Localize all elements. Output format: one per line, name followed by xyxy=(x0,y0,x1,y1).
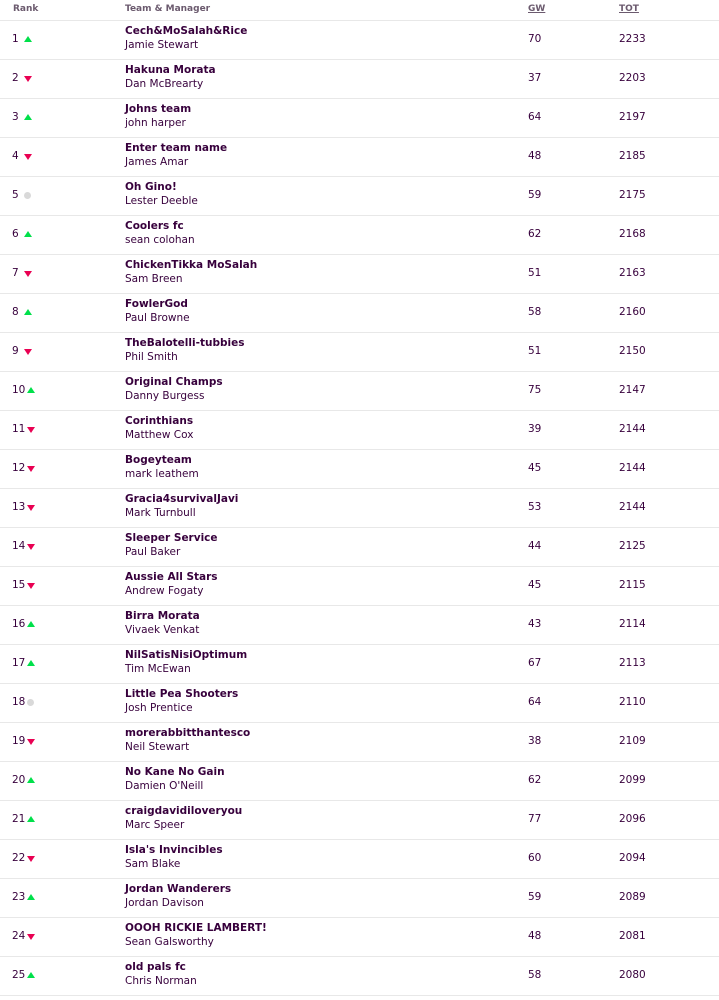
table-row[interactable] xyxy=(0,21,719,60)
table-row[interactable] xyxy=(0,606,719,645)
movement-indicator xyxy=(27,699,36,707)
team-name-link[interactable]: NilSatisNisiOptimum xyxy=(125,649,248,661)
team-name-link[interactable]: morerabbitthantesco xyxy=(125,727,251,739)
gameweek-points: 59 xyxy=(528,891,542,903)
team-name-link[interactable]: No Kane No Gain xyxy=(125,766,225,778)
gameweek-points: 77 xyxy=(528,813,542,825)
table-row[interactable] xyxy=(0,762,719,801)
rank-number: 20 xyxy=(12,774,26,786)
total-points: 2110 xyxy=(619,696,646,708)
manager-name: sean colohan xyxy=(125,234,195,246)
team-name-link[interactable]: Isla's Invincibles xyxy=(125,844,223,856)
table-row[interactable] xyxy=(0,333,719,372)
movement-indicator xyxy=(27,856,36,864)
rank-number: 19 xyxy=(12,735,26,747)
gameweek-points: 59 xyxy=(528,189,542,201)
rank-number: 17 xyxy=(12,657,26,669)
total-points: 2089 xyxy=(619,891,646,903)
movement-indicator xyxy=(27,934,36,942)
rank-up-arrow-icon xyxy=(27,777,35,783)
movement-indicator xyxy=(24,114,33,122)
team-name-link[interactable]: Sleeper Service xyxy=(125,532,218,544)
manager-name: Dan McBrearty xyxy=(125,78,204,90)
gameweek-points: 38 xyxy=(528,735,542,747)
total-points: 2115 xyxy=(619,579,646,591)
total-points: 2114 xyxy=(619,618,646,630)
rank-down-arrow-icon xyxy=(24,76,32,82)
gameweek-points: 48 xyxy=(528,930,542,942)
rank-unchanged-dot-icon xyxy=(24,192,31,199)
team-name-link[interactable]: Gracia4survivalJavi xyxy=(125,493,239,505)
table-row[interactable] xyxy=(0,528,719,567)
movement-indicator xyxy=(24,231,33,239)
team-name-link[interactable]: Aussie All Stars xyxy=(125,571,218,583)
manager-name: Phil Smith xyxy=(125,351,178,363)
gameweek-points: 64 xyxy=(528,696,542,708)
team-name-link[interactable]: ChickenTikka MoSalah xyxy=(125,259,258,271)
team-name-link[interactable]: Bogeyteam xyxy=(125,454,192,466)
team-name-link[interactable]: OOOH RICKIE LAMBERT! xyxy=(125,922,267,934)
table-row[interactable] xyxy=(0,216,719,255)
gameweek-points: 60 xyxy=(528,852,542,864)
rank-up-arrow-icon xyxy=(27,621,35,627)
total-points: 2185 xyxy=(619,150,646,162)
movement-indicator xyxy=(24,309,33,317)
total-points: 2147 xyxy=(619,384,646,396)
rank-number: 6 xyxy=(12,228,19,240)
team-name-link[interactable]: Cech&MoSalah&Rice xyxy=(125,25,248,37)
table-row[interactable] xyxy=(0,60,719,99)
table-row[interactable] xyxy=(0,918,719,957)
gameweek-points: 43 xyxy=(528,618,542,630)
gameweek-points: 51 xyxy=(528,345,542,357)
rank-number: 8 xyxy=(12,306,19,318)
team-name-link[interactable]: Original Champs xyxy=(125,376,223,388)
rank-number: 15 xyxy=(12,579,26,591)
total-points: 2096 xyxy=(619,813,646,825)
rank-down-arrow-icon xyxy=(27,544,35,550)
team-name-link[interactable]: TheBalotelli-tubbies xyxy=(125,337,245,349)
team-name-link[interactable]: Birra Morata xyxy=(125,610,200,622)
table-row[interactable] xyxy=(0,840,719,879)
team-name-link[interactable]: Corinthians xyxy=(125,415,194,427)
manager-name: Sean Galsworthy xyxy=(125,936,214,948)
total-points: 2081 xyxy=(619,930,646,942)
rank-column-header: Rank xyxy=(13,4,39,14)
manager-name: Paul Baker xyxy=(125,546,181,558)
table-row[interactable] xyxy=(0,879,719,918)
movement-indicator xyxy=(27,660,36,668)
movement-indicator xyxy=(24,349,33,357)
gw-column-header[interactable]: GW xyxy=(528,4,546,14)
rank-up-arrow-icon xyxy=(27,972,35,978)
movement-indicator xyxy=(27,466,36,474)
rank-number: 21 xyxy=(12,813,26,825)
team-name-link[interactable]: craigdavidiloveryou xyxy=(125,805,243,817)
movement-indicator xyxy=(24,76,33,84)
rank-number: 13 xyxy=(12,501,26,513)
movement-indicator xyxy=(27,427,36,435)
gameweek-points: 62 xyxy=(528,228,542,240)
movement-indicator xyxy=(27,894,36,902)
total-points: 2163 xyxy=(619,267,646,279)
rank-unchanged-dot-icon xyxy=(27,699,34,706)
table-row[interactable] xyxy=(0,99,719,138)
manager-name: Sam Blake xyxy=(125,858,181,870)
team-name-link[interactable]: old pals fc xyxy=(125,961,186,973)
manager-name: James Amar xyxy=(125,156,189,168)
manager-name: Tim McEwan xyxy=(125,663,191,675)
rank-down-arrow-icon xyxy=(27,934,35,940)
movement-indicator xyxy=(27,505,36,513)
gameweek-points: 53 xyxy=(528,501,542,513)
movement-indicator xyxy=(27,544,36,552)
gameweek-points: 51 xyxy=(528,267,542,279)
movement-indicator xyxy=(24,154,33,162)
rank-number: 14 xyxy=(12,540,26,552)
total-points: 2197 xyxy=(619,111,646,123)
gameweek-points: 58 xyxy=(528,969,542,981)
rank-up-arrow-icon xyxy=(24,114,32,120)
rank-up-arrow-icon xyxy=(24,309,32,315)
gameweek-points: 64 xyxy=(528,111,542,123)
manager-name: mark leathem xyxy=(125,468,199,480)
manager-name: Vivaek Venkat xyxy=(125,624,200,636)
rank-number: 2 xyxy=(12,72,19,84)
table-row[interactable] xyxy=(0,294,719,333)
rank-number: 5 xyxy=(12,189,19,201)
movement-indicator xyxy=(24,192,33,200)
team-name-link[interactable]: Coolers fc xyxy=(125,220,184,232)
movement-indicator xyxy=(27,621,36,629)
rank-up-arrow-icon xyxy=(24,36,32,42)
rank-number: 3 xyxy=(12,111,19,123)
gameweek-points: 58 xyxy=(528,306,542,318)
total-points: 2080 xyxy=(619,969,646,981)
manager-name: Josh Prentice xyxy=(125,702,193,714)
table-body xyxy=(0,21,719,996)
rank-down-arrow-icon xyxy=(27,583,35,589)
table-row[interactable] xyxy=(0,801,719,840)
table-row[interactable] xyxy=(0,411,719,450)
table-row[interactable] xyxy=(0,684,719,723)
total-points: 2113 xyxy=(619,657,646,669)
rank-number: 16 xyxy=(12,618,26,630)
rank-number: 10 xyxy=(12,384,26,396)
movement-indicator xyxy=(24,271,33,279)
manager-name: Paul Browne xyxy=(125,312,190,324)
rank-number: 12 xyxy=(12,462,26,474)
table-row[interactable] xyxy=(0,138,719,177)
manager-name: Marc Speer xyxy=(125,819,185,831)
manager-name: Chris Norman xyxy=(125,975,197,987)
rank-up-arrow-icon xyxy=(27,816,35,822)
gameweek-points: 45 xyxy=(528,579,542,591)
rank-up-arrow-icon xyxy=(27,894,35,900)
manager-name: Neil Stewart xyxy=(125,741,190,753)
rank-down-arrow-icon xyxy=(24,154,32,160)
rank-number: 18 xyxy=(12,696,26,708)
movement-indicator xyxy=(27,816,36,824)
movement-indicator xyxy=(27,739,36,747)
team-manager-column-header: Team & Manager xyxy=(125,4,211,14)
total-points: 2099 xyxy=(619,774,646,786)
rank-number: 1 xyxy=(12,33,19,45)
table-row[interactable] xyxy=(0,645,719,684)
total-points: 2109 xyxy=(619,735,646,747)
total-points: 2203 xyxy=(619,72,646,84)
rank-up-arrow-icon xyxy=(27,387,35,393)
team-name-link[interactable]: Enter team name xyxy=(125,142,228,154)
manager-name: Jamie Stewart xyxy=(125,39,199,51)
table-row[interactable] xyxy=(0,567,719,606)
table-row[interactable] xyxy=(0,372,719,411)
table-row[interactable] xyxy=(0,177,719,216)
rank-number: 11 xyxy=(12,423,26,435)
rank-down-arrow-icon xyxy=(24,349,32,355)
gameweek-points: 75 xyxy=(528,384,542,396)
gameweek-points: 48 xyxy=(528,150,542,162)
gameweek-points: 70 xyxy=(528,33,542,45)
rank-number: 24 xyxy=(12,930,26,942)
rank-down-arrow-icon xyxy=(24,271,32,277)
total-points: 2150 xyxy=(619,345,646,357)
manager-name: Mark Turnbull xyxy=(125,507,196,519)
rank-number: 4 xyxy=(12,150,19,162)
gameweek-points: 39 xyxy=(528,423,542,435)
rank-down-arrow-icon xyxy=(27,739,35,745)
total-points: 2175 xyxy=(619,189,646,201)
rank-up-arrow-icon xyxy=(24,231,32,237)
total-points: 2144 xyxy=(619,423,646,435)
team-name-link[interactable]: FowlerGod xyxy=(125,298,188,310)
team-name-link[interactable]: Hakuna Morata xyxy=(125,64,216,76)
total-points: 2125 xyxy=(619,540,646,552)
manager-name: Jordan Davison xyxy=(125,897,204,909)
rank-number: 9 xyxy=(12,345,19,357)
total-points: 2094 xyxy=(619,852,646,864)
table-row[interactable] xyxy=(0,957,719,996)
total-points: 2144 xyxy=(619,501,646,513)
rank-number: 23 xyxy=(12,891,26,903)
movement-indicator xyxy=(27,387,36,395)
rank-up-arrow-icon xyxy=(27,660,35,666)
total-points: 2144 xyxy=(619,462,646,474)
gameweek-points: 44 xyxy=(528,540,542,552)
table-row[interactable] xyxy=(0,723,719,762)
rank-down-arrow-icon xyxy=(27,427,35,433)
team-name-link[interactable]: Oh Gino! xyxy=(125,181,177,193)
manager-name: Matthew Cox xyxy=(125,429,194,441)
total-points: 2160 xyxy=(619,306,646,318)
rank-down-arrow-icon xyxy=(27,505,35,511)
rank-number: 22 xyxy=(12,852,26,864)
rank-number: 7 xyxy=(12,267,19,279)
movement-indicator xyxy=(27,972,36,980)
team-name-link[interactable]: Jordan Wanderers xyxy=(125,883,232,895)
rank-down-arrow-icon xyxy=(27,856,35,862)
manager-name: john harper xyxy=(125,117,186,129)
rank-down-arrow-icon xyxy=(27,466,35,472)
manager-name: Lester Deeble xyxy=(125,195,198,207)
total-points: 2233 xyxy=(619,33,646,45)
rank-number: 25 xyxy=(12,969,26,981)
manager-name: Sam Breen xyxy=(125,273,183,285)
gameweek-points: 37 xyxy=(528,72,542,84)
team-name-link[interactable]: Johns team xyxy=(125,103,192,115)
table-header xyxy=(0,0,719,21)
table-row[interactable] xyxy=(0,255,719,294)
manager-name: Damien O'Neill xyxy=(125,780,204,792)
table-row[interactable] xyxy=(0,450,719,489)
total-points: 2168 xyxy=(619,228,646,240)
gameweek-points: 67 xyxy=(528,657,542,669)
team-name-link[interactable]: Little Pea Shooters xyxy=(125,688,239,700)
gameweek-points: 62 xyxy=(528,774,542,786)
manager-name: Danny Burgess xyxy=(125,390,205,402)
table-row[interactable] xyxy=(0,489,719,528)
movement-indicator xyxy=(27,777,36,785)
manager-name: Andrew Fogaty xyxy=(125,585,204,597)
tot-column-header[interactable]: TOT xyxy=(619,4,639,14)
gameweek-points: 45 xyxy=(528,462,542,474)
movement-indicator xyxy=(27,583,36,591)
movement-indicator xyxy=(24,36,33,44)
